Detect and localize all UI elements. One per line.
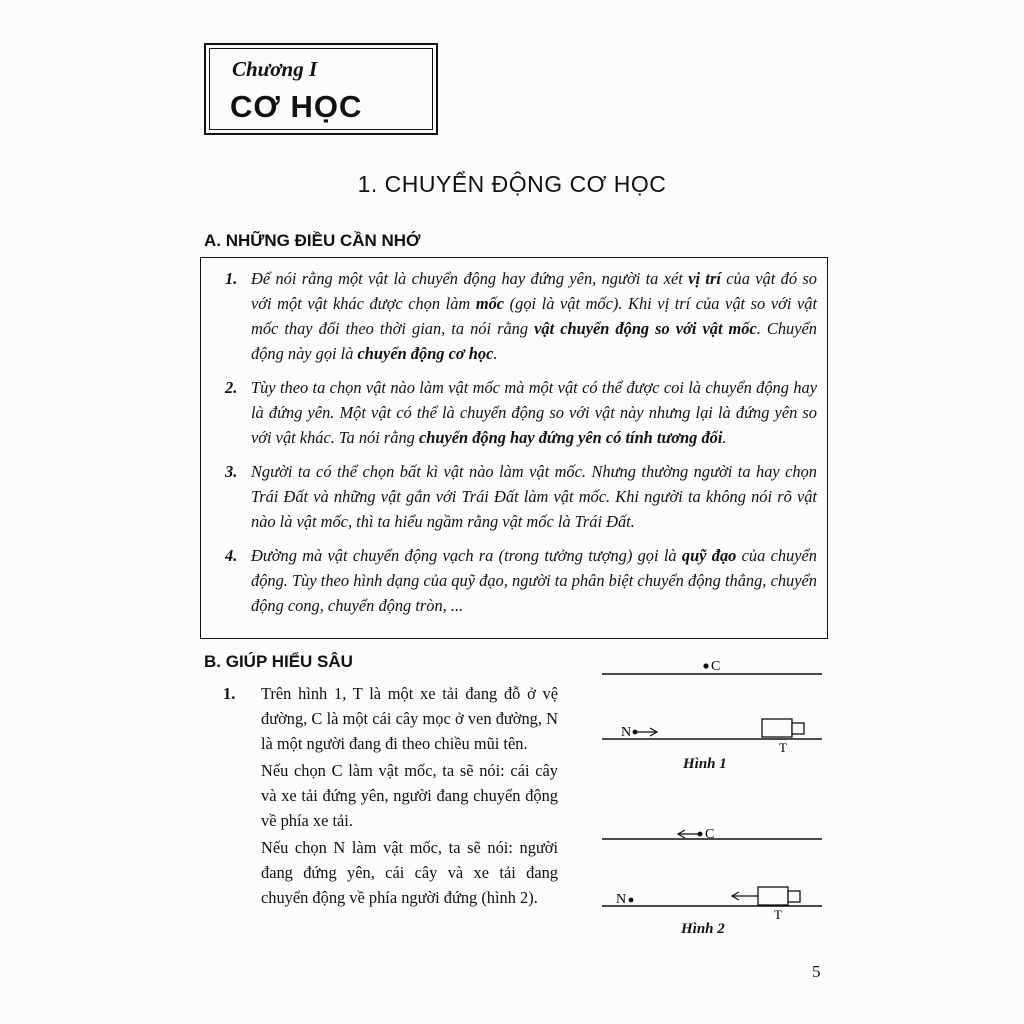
text-run: Đường mà vật chuyển động vạch ra (trong tưởng tượng) gọi là	[251, 546, 682, 565]
text-run: Để nói rằng một vật là chuyển động hay đứng yên, người ta xét	[251, 269, 689, 288]
explanation-number: 1.	[223, 684, 236, 703]
key-term: chuyển động hay đứng yên có tính tương đối	[418, 428, 723, 447]
tree-dot	[698, 832, 703, 837]
text-run: .	[722, 428, 727, 447]
figure-1-drawing	[594, 652, 826, 752]
text-run: .	[493, 344, 498, 363]
key-point	[209, 266, 819, 366]
truck-label: T	[779, 740, 787, 752]
page-number: 5	[812, 962, 821, 981]
truck-body	[758, 887, 788, 905]
explanation-block	[218, 681, 558, 912]
chapter-box	[204, 43, 438, 135]
explanation-paragraph: Trên hình 1, T là một xe tải đang đỗ ở vệ đường, C là một cái cây mọc ở ven đường, N là một người đang đi theo chiều mũi tên.	[261, 684, 558, 753]
chapter-title: CƠ HỌC	[230, 89, 363, 124]
key-point-text	[251, 375, 819, 450]
figure-1-caption: Hình 1	[683, 756, 727, 772]
key-point-number: 3.	[225, 462, 238, 481]
truck-cab	[792, 723, 804, 734]
tree-dot	[703, 663, 708, 668]
truck-body	[762, 719, 792, 737]
person-label: N	[616, 892, 627, 907]
key-point-number: 2.	[225, 378, 238, 397]
explanation-paragraph: Nếu chọn C làm vật mốc, ta sẽ nói: cái cây và xe tải đứng yên, người đang chuyển động về phía xe tải.	[261, 761, 558, 830]
text-run: Tùy theo ta chọn vật nào làm vật mốc mà một vật có thể được coi là chuyển động hay là đứng yên. Một vật có thể là chuyển động so với vật này nhưng lại là đứng yên so với vật khác. Ta nói rằng	[251, 378, 817, 447]
key-term: vị trí	[688, 269, 721, 288]
key-point	[209, 543, 819, 618]
key-point	[209, 375, 819, 450]
key-term: quỹ đạo	[681, 546, 737, 565]
key-term: vật chuyển động so với vật mốc	[534, 319, 757, 338]
text-run: Người ta có thể chọn bất kì vật nào làm vật mốc. Nhưng thường người ta hay chọn Trái Đất và những vật gắn với Trái Đất làm vật mốc. Khi người ta không nói rõ vật nào là vật mốc, thì ta hiểu ngầm rằng vật mốc là Trái Đất.	[251, 462, 817, 531]
chapter-label: Chương I	[232, 57, 318, 81]
key-term: chuyển động cơ học	[357, 344, 494, 363]
truck-label: T	[774, 907, 782, 920]
key-term: mốc	[475, 294, 505, 313]
figure-2-drawing	[594, 820, 826, 920]
chapter-inner-frame	[209, 48, 433, 130]
key-points-box	[200, 257, 828, 639]
key-point-text	[251, 266, 819, 366]
tree-label: C	[711, 659, 721, 674]
key-point	[209, 459, 819, 534]
figure-2-caption: Hình 2	[681, 921, 725, 937]
explanation-paragraph: Nếu chọn N làm vật mốc, ta sẽ nói: người đang đứng yên, cái cây và xe tải đang chuyển động về phía người đứng (hình 2).	[261, 838, 558, 907]
text-run: của vật đó so với một vật khác được chọn làm	[251, 269, 818, 313]
key-point-number: 4.	[225, 546, 238, 565]
lesson-title: 1. CHUYỂN ĐỘNG CƠ HỌC	[357, 171, 667, 197]
section-b-heading: B. GIÚP HIỂU SÂU	[204, 652, 353, 671]
key-point-text	[251, 459, 819, 534]
person-label: N	[621, 725, 632, 740]
figure-2	[594, 820, 826, 920]
tree-label: C	[705, 827, 715, 842]
key-point-number: 1.	[225, 269, 238, 288]
text-run: của chuyển động. Tùy theo hình dạng của quỹ đạo, người ta phân biệt chuyển động thẳng, chuyển động cong, chuyển động tròn, ...	[251, 546, 817, 615]
text-run: . Chuyển động này gọi là	[251, 319, 817, 363]
key-point-text	[251, 543, 819, 618]
truck-cab	[788, 891, 800, 902]
person-dot	[629, 898, 634, 903]
section-a-heading: A. NHỮNG ĐIỀU CẦN NHỚ	[204, 231, 421, 250]
figure-1	[594, 652, 826, 752]
text-run: (gọi là vật mốc). Khi vị trí của vật so với vật mốc thay đổi theo thời gian, ta nói rằng	[251, 294, 818, 338]
